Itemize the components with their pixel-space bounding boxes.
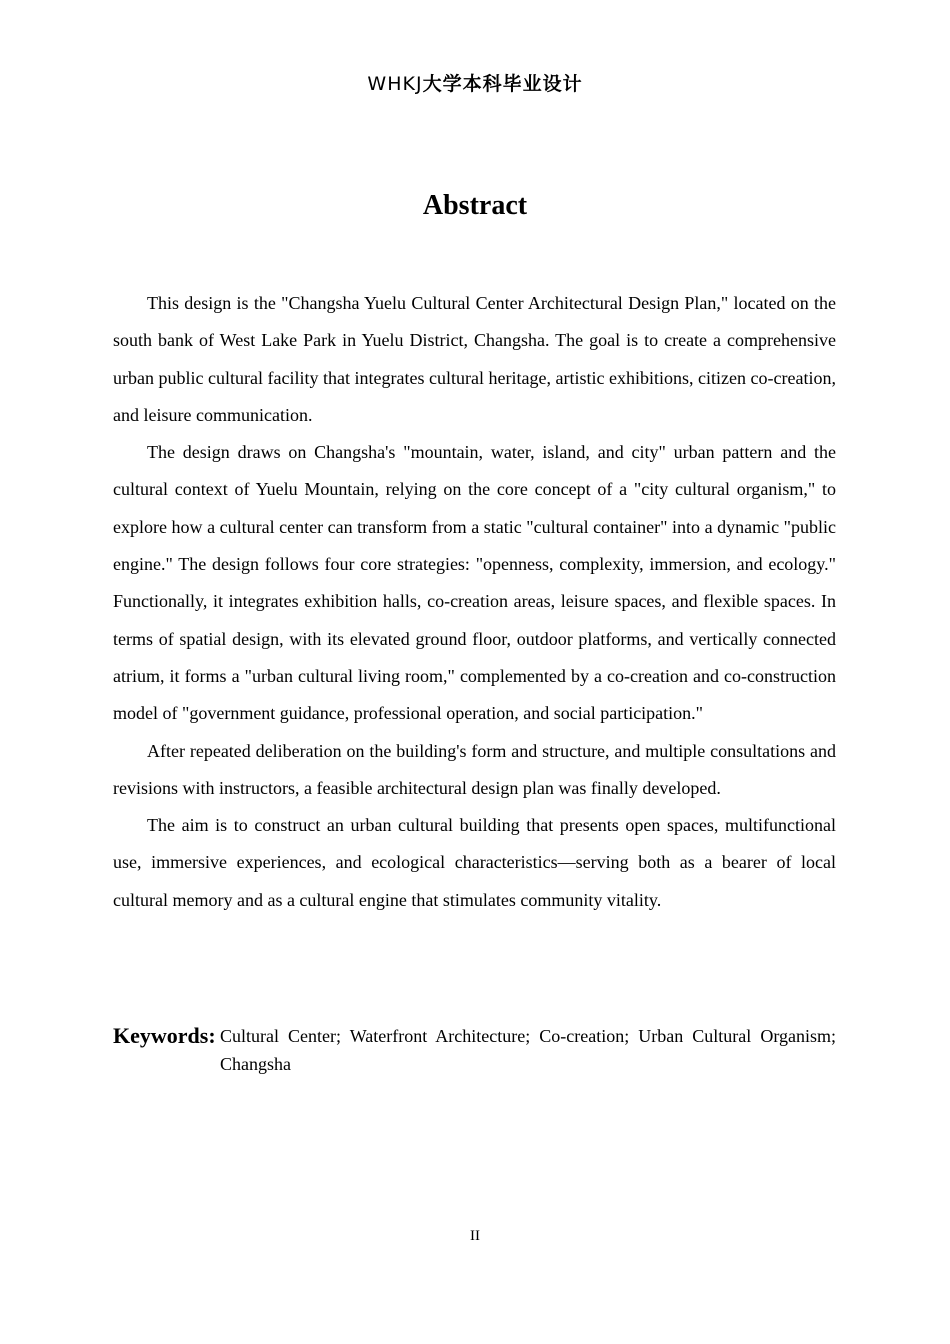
keywords-section	[113, 1022, 836, 1078]
keywords-label: Keywords:	[113, 1023, 216, 1048]
abstract-body	[113, 285, 836, 919]
abstract-paragraph-4: The aim is to construct an urban cultural building that presents open spaces, multifunctional use, immersive experiences, and ecological characteristics—serving both as a bearer of local cultural memory and as a cultural engine that stimulates community vitality.	[113, 815, 836, 910]
abstract-title: Abstract	[422, 190, 528, 221]
running-header-cjk: 大学本科毕业设计	[422, 73, 583, 95]
keywords-text: Cultural Center; Waterfront Architecture; Co-creation; Urban Cultural Organism; Changsha	[220, 1026, 836, 1074]
abstract-paragraph-3: After repeated deliberation on the building's form and structure, and multiple consultations and revisions with instructors, a feasible architectural design plan was finally developed.	[113, 740, 836, 798]
running-header	[0, 70, 950, 98]
abstract-paragraph-1: This design is the "Changsha Yuelu Cultural Center Architectural Design Plan," located on the south bank of West Lake Park in Yuelu District, Changsha. The goal is to create a comprehensive urban public cultural facility that integrates cultural heritage, artistic exhibitions, citizen co-creation, and leisure communication.	[113, 293, 836, 425]
abstract-paragraph-2: The design draws on Changsha's "mountain, water, island, and city" urban pattern and the cultural context of Yuelu Mountain, relying on the core concept of a "city cultural organism," to explore how a cultural center can transform from a static "cultural container" into a dynamic "public engine." The design follows four core strategies: "openness, complexity, immersion, and ecology." Functionally, it integrates exhibition halls, co-creation areas, leisure spaces, and flexible spaces. In terms of spatial design, with its elevated ground floor, outdoor platforms, and vertically connected atrium, it forms a "urban cultural living room," complemented by a co-creation and co-construction model of "government guidance, professional operation, and social participation."	[113, 442, 836, 724]
running-header-latin: WHKJ	[367, 73, 423, 95]
page-number: II	[470, 1228, 480, 1244]
